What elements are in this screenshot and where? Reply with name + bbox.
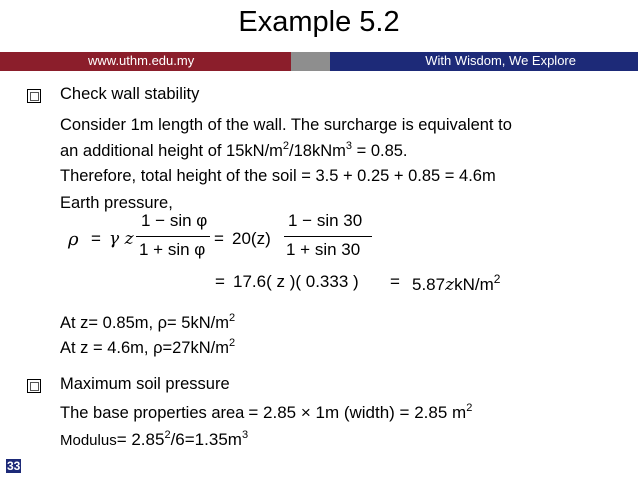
base-label: The base properties area — [60, 404, 245, 422]
eq-frac1-bar — [136, 236, 210, 237]
eq-rho: ρ — [68, 229, 79, 250]
eq-frac1-numerator: 1 − sin φ — [141, 211, 208, 230]
eq-frac2-denominator: 1 + sin 30 — [286, 240, 361, 259]
superscript: 2 — [228, 312, 236, 324]
banner-navy-segment — [330, 52, 638, 71]
header-banner — [0, 52, 638, 71]
page-number: 33 — [7, 459, 21, 473]
para-text: = 0.85. — [352, 142, 408, 160]
bullet-text-maximum-soil-pressure: Maximum soil pressure — [60, 375, 230, 393]
eq-equals-1: = — [91, 229, 101, 248]
paragraph-consider-line1: Consider 1m length of the wall. The surcharge is equivalent to — [60, 116, 512, 134]
para-text: /18kNm — [289, 142, 346, 160]
bullet-checkbox-icon — [27, 379, 41, 393]
paragraph-consider-line2 — [60, 140, 408, 161]
superscript: 3 — [241, 429, 249, 441]
banner-gray-segment — [291, 52, 330, 71]
paragraph-total-height: Therefore, total height of the soil = 3.5 + 0.25 + 0.85 = 4.6m — [60, 167, 496, 185]
banner-red-segment — [0, 52, 291, 71]
at-z-46 — [60, 337, 235, 358]
bullet-checkbox-icon — [27, 89, 41, 103]
paragraph-earth-pressure: Earth pressure, — [60, 194, 173, 212]
eq-line2-result — [412, 272, 500, 295]
base-properties-line — [60, 402, 472, 423]
eq-result-z: z — [445, 275, 455, 295]
banner-motto: With Wisdom, We Explore — [425, 53, 576, 68]
superscript: 3 — [345, 140, 353, 152]
eq-frac2-bar — [284, 236, 372, 237]
eq-equals-2: = — [214, 229, 224, 248]
modulus-line — [60, 429, 248, 450]
superscript: 2 — [228, 337, 236, 349]
at-text: At z= 0.85m, ρ= 5kN/m — [60, 314, 229, 332]
eq-line2-product: 17.6( z )( 0.333 ) — [233, 272, 359, 291]
eq-frac1-denominator: 1 + sin φ — [139, 240, 206, 259]
at-text: At z = 4.6m, ρ=27kN/m — [60, 339, 229, 357]
eq-gamma-z: γ z — [109, 229, 134, 249]
superscript: 2 — [164, 429, 171, 441]
superscript: 2 — [466, 402, 473, 414]
at-z-085 — [60, 312, 235, 333]
eq-frac2-numerator: 1 − sin 30 — [288, 211, 363, 230]
superscript: 2 — [493, 272, 501, 286]
eq-line2-equals-2: = — [390, 272, 400, 291]
bullet-text-check-wall-stability: Check wall stability — [60, 85, 200, 103]
slide-title: Example 5.2 — [238, 6, 400, 38]
superscript: 2 — [282, 140, 290, 152]
modulus-eq-b: /6=1.35m — [170, 430, 242, 449]
eq-result-value: 5.87 — [412, 275, 446, 294]
eq-line2-equals: = — [215, 272, 225, 291]
modulus-eq-a: = 2.85 — [116, 430, 165, 449]
base-equation: = 2.85 × 1m (width) = 2.85 m — [248, 403, 467, 422]
para-text: an additional height of 15kN/m — [60, 142, 283, 160]
eq-coefficient: 20(z) — [232, 229, 271, 248]
banner-url-link[interactable]: www.uthm.edu.my — [88, 53, 195, 68]
modulus-label: Modulus — [60, 432, 117, 449]
eq-result-unit: kN/m — [454, 275, 494, 294]
